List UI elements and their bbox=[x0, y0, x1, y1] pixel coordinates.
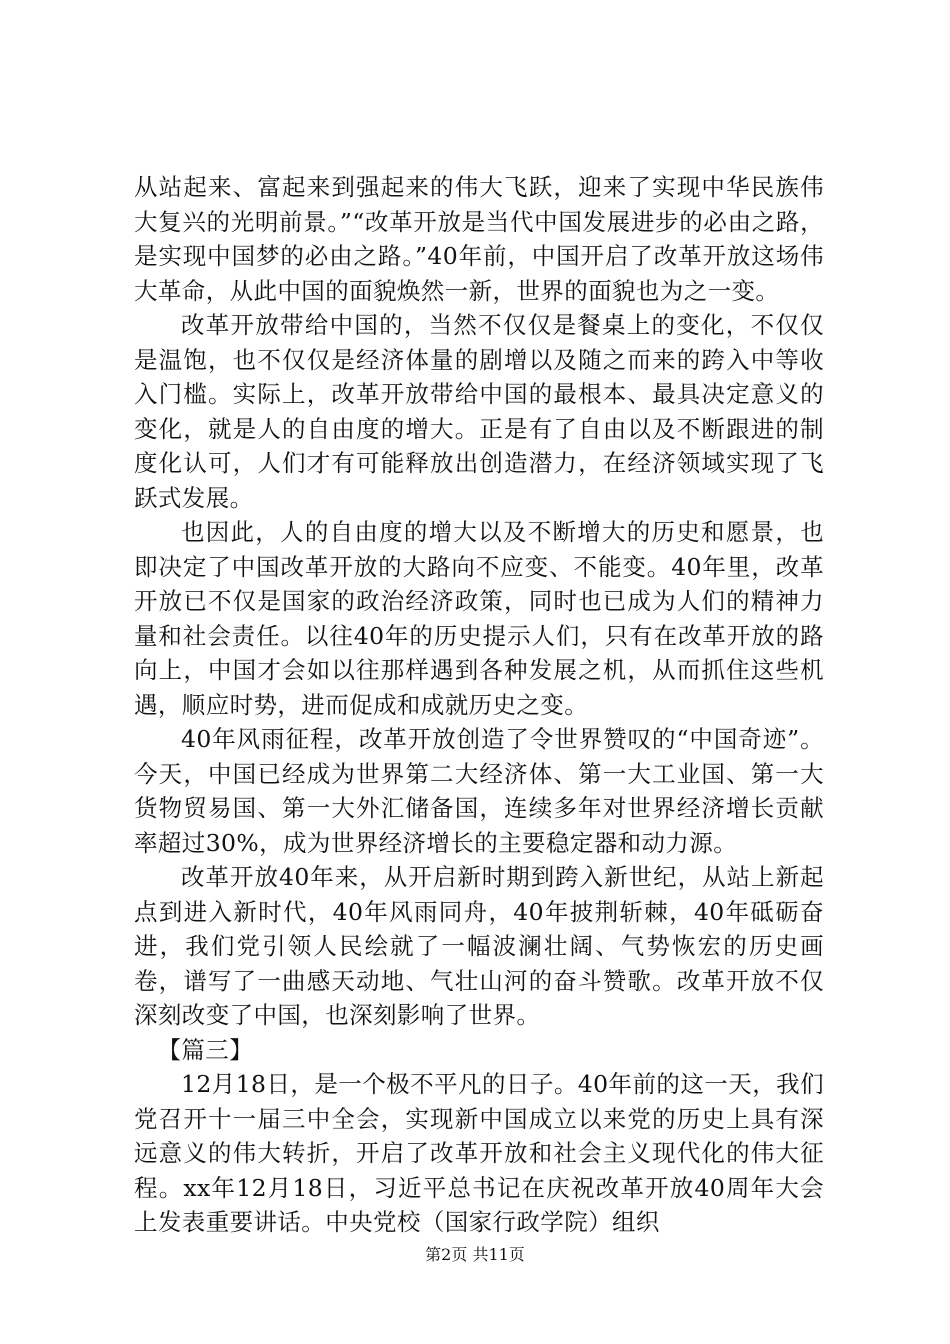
section-heading: 【篇三】 bbox=[157, 1035, 254, 1064]
document-body bbox=[134, 170, 824, 1240]
paragraph: 改革开放带给中国的，当然不仅仅是餐桌上的变化，不仅仅是温饱，也不仅仅是经济体量的剧增以及随之而来的跨入中等收入门槛。实际上，改革开放带给中国的最根本、最具决定意义的变化，就是人的自由度的增大。正是有了自由以及不断跟进的制度化认可，人们才有可能释放出创造潜力，在经济领域实现了飞跃式发展。 bbox=[134, 311, 824, 512]
paragraph: 也因此，人的自由度的增大以及不断增大的历史和愿景，也即决定了中国改革开放的大路向不应变、不能变。40年里，改革开放已不仅是国家的政治经济政策，同时也已成为人们的精神力量和社会责任。以往40年的历史提示人们，只有在改革开放的路向上，中国才会如以往那样遇到各种发展之机，从而抓住这些机遇，顺应时势，进而促成和成就历史之变。 bbox=[134, 518, 824, 719]
paragraph: 40年风雨征程，改革开放创造了令世界赞叹的“中国奇迹”。今天，中国已经成为世界第二大经济体、第一大工业国、第一大货物贸易国、第一大外汇储备国，连续多年对世界经济增长贡献率超过30%，成为世界经济增长的主要稳定器和动力源。 bbox=[134, 725, 824, 857]
paragraph: 改革开放40年来，从开启新时期到跨入新世纪，从站上新起点到进入新时代，40年风雨同舟，40年披荆斩棘，40年砥砺奋进，我们党引领人民绘就了一幅波澜壮阔、气势恢宏的历史画卷，谱写了一曲感天动地、气壮山河的奋斗赞歌。改革开放不仅深刻改变了中国，也深刻影响了世界。 bbox=[134, 863, 824, 1029]
paragraph-continued: 从站起来、富起来到强起来的伟大飞跃，迎来了实现中华民族伟大复兴的光明前景。”“改革开放是当代中国发展进步的必由之路，是实现中国梦的必由之路。”40年前，中国开启了改革开放这场伟大革命，从此中国的面貌焕然一新，世界的面貌也为之一变。 bbox=[134, 173, 824, 305]
paragraph: 12月18日，是一个极不平凡的日子。40年前的这一天，我们党召开十一届三中全会，实现新中国成立以来党的历史上具有深远意义的伟大转折，开启了改革开放和社会主义现代化的伟大征程。xx年12月18日，习近平总书记在庆祝改革开放40周年大会上发表重要讲话。中央党校（国家行政学院）组织 bbox=[134, 1070, 824, 1236]
page-number-footer: 第2页 共11页 bbox=[425, 1245, 525, 1264]
